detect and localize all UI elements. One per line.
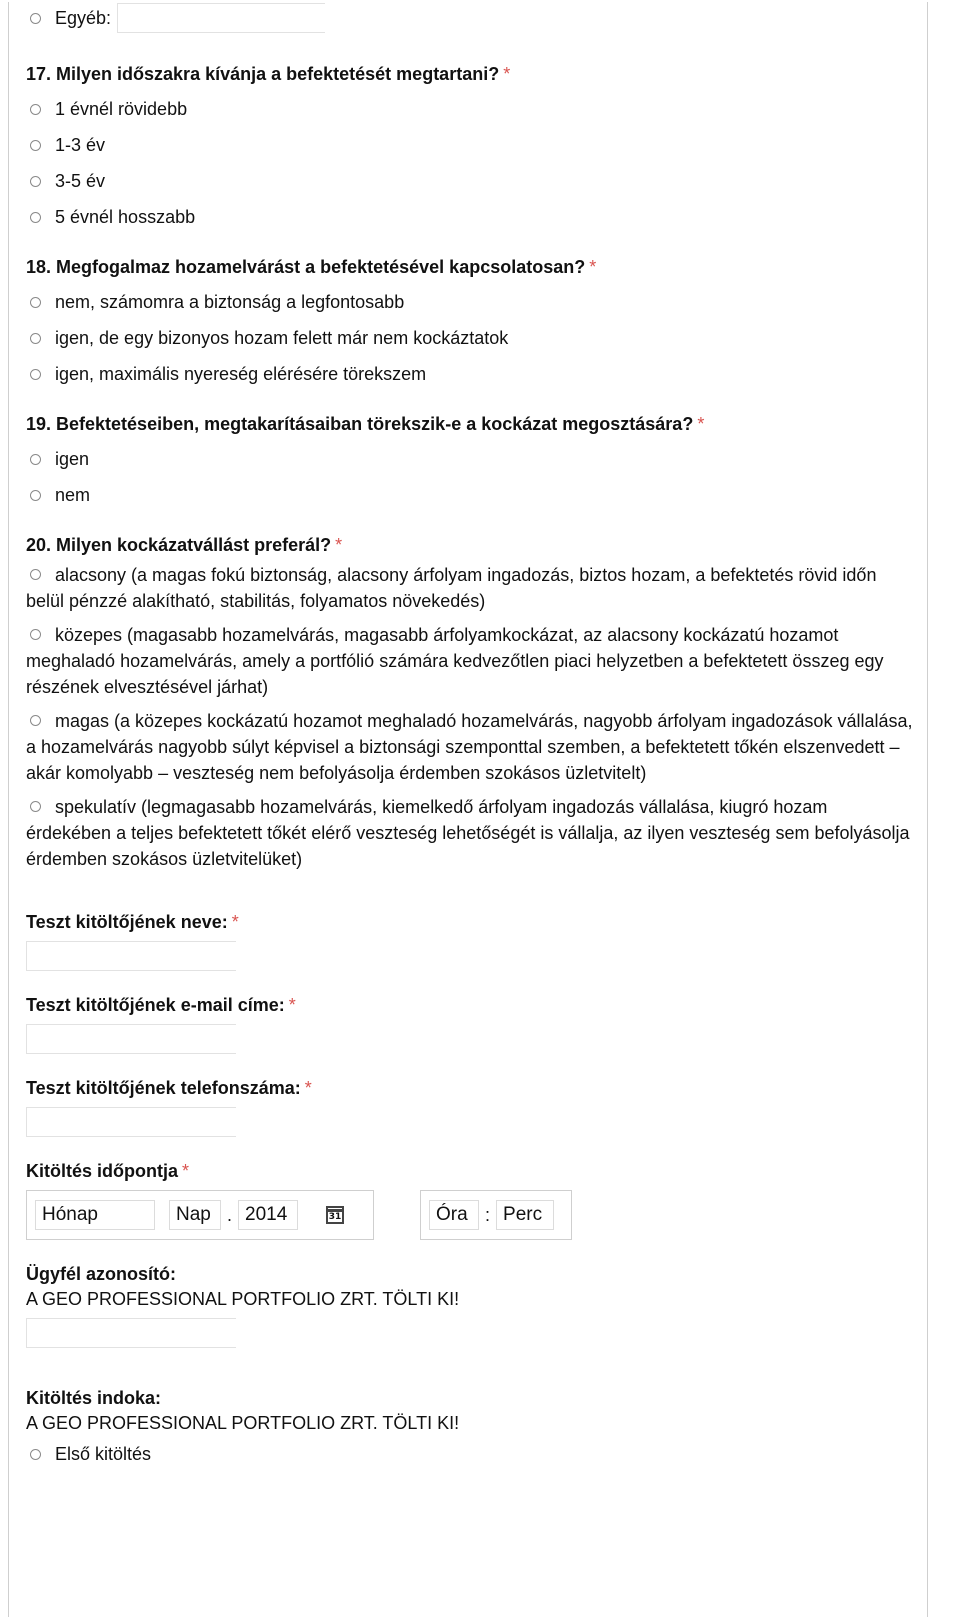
option-label: alacsony (a magas fokú biztonság, alacsony árfolyam ingadozás, biztos hozam, a befektetés rövid időn belül pénzzé alakítható, stabilitás, folyamatos növekedés): [26, 565, 877, 611]
option-label: igen: [55, 448, 90, 469]
calendar-icon[interactable]: [326, 1206, 344, 1224]
required-marker: *: [288, 995, 296, 1015]
required-marker: *: [503, 64, 511, 84]
option-label: Első kitöltés: [55, 1443, 152, 1464]
required-marker: *: [304, 1078, 312, 1098]
option[interactable]: [26, 127, 927, 163]
hour-field[interactable]: Óra: [429, 1200, 479, 1230]
minute-field[interactable]: Perc: [496, 1200, 554, 1230]
question-18: [26, 257, 927, 392]
day-field[interactable]: Nap: [169, 1200, 221, 1230]
option[interactable]: [26, 441, 927, 477]
radio-button[interactable]: [30, 801, 41, 812]
option-label: közepes (magasabb hozamelvárás, magasabb árfolyamkockázat, az alacsony kockázatú hozamot meghaladó hozamelvárás, amely a portfólió számára kedvezőtlen piaci helyzetben a befektetett összeg egy részének elvesztésével járhat): [26, 625, 884, 697]
name-input[interactable]: [26, 941, 236, 971]
option-low-risk[interactable]: [26, 562, 927, 614]
radio-button[interactable]: [30, 569, 41, 580]
option-label: magas (a közepes kockázatú hozamot meghaladó hozamelvárás, nagyobb árfolyam ingadozások vállalása, a hozamelvárás nagyobb súlyt képvisel a biztonsági szemponttal szemben, a befektetett tőkén elszenvedett – akár komolyabb – veszteség nem befolyásolja érdemben szokásos üzletvitelt): [26, 711, 913, 783]
radio-button[interactable]: [30, 297, 41, 308]
radio-button[interactable]: [30, 212, 41, 223]
option-high-risk[interactable]: [26, 708, 927, 786]
required-marker: *: [589, 257, 597, 277]
question-20-title: 20. Milyen kockázatvállást preferál? *: [26, 535, 343, 555]
required-marker: *: [182, 1161, 190, 1181]
option-first-fill[interactable]: [26, 1436, 927, 1472]
time-separator: :: [485, 1204, 491, 1225]
option-medium-risk[interactable]: [26, 622, 927, 700]
client-id-label: Ügyfél azonosító:: [26, 1264, 177, 1284]
option-other-label: Egyéb:: [55, 7, 112, 28]
option-label: igen, de egy bizonyos hozam felett már nem kockáztatok: [55, 327, 509, 348]
year-field[interactable]: 2014: [238, 1200, 298, 1230]
client-id-input[interactable]: [26, 1318, 236, 1348]
option[interactable]: [26, 477, 927, 513]
phone-input[interactable]: [26, 1107, 236, 1137]
phone-field-label: Teszt kitöltőjének telefonszáma: *: [26, 1078, 312, 1098]
option-label: 5 évnél hosszabb: [55, 206, 196, 227]
radio-other[interactable]: [30, 13, 41, 24]
question-19-title: 19. Befektetéseiben, megtakarításaiban törekszik-e a kockázat megosztására? *: [26, 414, 705, 434]
option-label: 3-5 év: [55, 170, 106, 191]
question-17: [26, 64, 927, 235]
time-picker: [420, 1190, 572, 1240]
option[interactable]: [26, 199, 927, 235]
datetime-row: [26, 1190, 927, 1240]
question-18-title: 18. Megfogalmaz hozamelvárást a befektetésével kapcsolatosan? *: [26, 257, 597, 277]
radio-button[interactable]: [30, 140, 41, 151]
date-separator: .: [227, 1204, 233, 1225]
reason-label: Kitöltés indoka:: [26, 1388, 162, 1408]
radio-button[interactable]: [30, 715, 41, 726]
option-label: nem: [55, 484, 91, 505]
client-id-note: A GEO PROFESSIONAL PORTFOLIO ZRT. TÖLTI KI!: [26, 1289, 460, 1309]
question-19: [26, 414, 927, 513]
option-label: igen, maximális nyereség elérésére törekszem: [55, 363, 427, 384]
email-input[interactable]: [26, 1024, 236, 1054]
option[interactable]: [26, 163, 927, 199]
radio-button[interactable]: [30, 176, 41, 187]
name-field-label: Teszt kitöltőjének neve: *: [26, 912, 239, 932]
option[interactable]: [26, 91, 927, 127]
survey-form: [8, 2, 928, 1617]
option[interactable]: [26, 356, 927, 392]
required-marker: *: [231, 912, 239, 932]
option[interactable]: [26, 320, 927, 356]
radio-button[interactable]: [30, 454, 41, 465]
option-speculative-risk[interactable]: [26, 794, 927, 872]
date-field-label: Kitöltés időpontja *: [26, 1161, 190, 1181]
option-other[interactable]: [26, 2, 927, 34]
required-marker: *: [697, 414, 705, 434]
other-input[interactable]: [117, 3, 325, 33]
radio-button[interactable]: [30, 369, 41, 380]
question-20: [26, 535, 927, 872]
radio-button[interactable]: [30, 490, 41, 501]
month-field[interactable]: Hónap: [35, 1200, 155, 1230]
radio-button[interactable]: [30, 1449, 41, 1460]
option-label: spekulatív (legmagasabb hozamelvárás, kiemelkedő árfolyam ingadozás vállalása, kiugró hozam érdekében a teljes befektetett tőkét elérő veszteség lehetőségét is vállalja, az ilyen veszteség sem befolyásolja érdemben szokásos üzletvitelüket): [26, 797, 910, 869]
radio-button[interactable]: [30, 629, 41, 640]
email-field-label: Teszt kitöltőjének e-mail címe: *: [26, 995, 296, 1015]
required-marker: *: [335, 535, 343, 555]
question-17-title: 17. Milyen időszakra kívánja a befektetését megtartani? *: [26, 64, 511, 84]
option-label: 1-3 év: [55, 134, 106, 155]
calendar-icon-glyph: 31: [328, 1211, 342, 1222]
reason-note: A GEO PROFESSIONAL PORTFOLIO ZRT. TÖLTI KI!: [26, 1413, 460, 1433]
date-picker: [26, 1190, 374, 1240]
radio-button[interactable]: [30, 104, 41, 115]
option-label: nem, számomra a biztonság a legfontosabb: [55, 291, 405, 312]
radio-button[interactable]: [30, 333, 41, 344]
option[interactable]: [26, 284, 927, 320]
option-label: 1 évnél rövidebb: [55, 98, 188, 119]
